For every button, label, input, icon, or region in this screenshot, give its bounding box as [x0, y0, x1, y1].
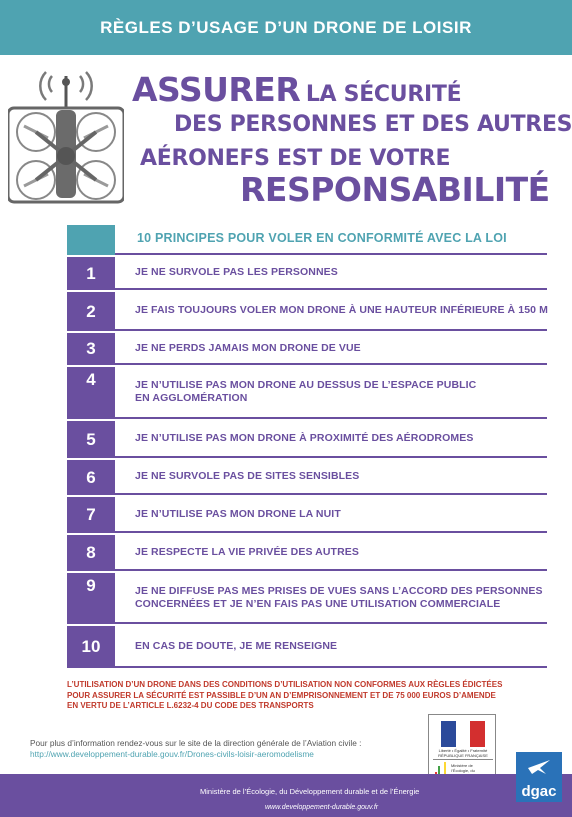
rule-row: [67, 257, 547, 290]
rule-text-line: EN CAS DE DOUTE, JE ME RENSEIGNE: [135, 640, 338, 652]
rule-row: [67, 535, 547, 571]
rule-text-line: JE N’UTILISE PAS MON DRONE À PROXIMITÉ DES AÉRODROMES: [135, 432, 474, 444]
rule-text: [135, 304, 548, 317]
rule-text: [135, 546, 359, 559]
rule-row: [67, 333, 547, 365]
rule-text: [135, 640, 337, 653]
rule-number: 1: [67, 257, 115, 288]
headline-word-assurer: ASSURER: [132, 70, 301, 109]
rule-number: 2: [67, 292, 115, 329]
more-info-text: Pour plus d’information rendez-vous sur le site de la direction générale de l’Aviation civile :: [30, 738, 362, 748]
rule-number: 6: [67, 460, 115, 493]
warning-line: L’UTILISATION D’UN DRONE DANS DES CONDITIONS D’UTILISATION NON CONFORMES AUX RÈGLES ÉDICTÉES: [67, 680, 503, 689]
ministry-logo-text: Ministère de l’Écologie, du: [451, 763, 475, 773]
banner-title: RÈGLES D’USAGE D’UN DRONE DE LOISIR: [100, 18, 472, 37]
rule-number: 4: [67, 367, 115, 417]
warning-line: POUR ASSURER LA SÉCURITÉ EST PASSIBLE D’UN AN D’EMPRISONNEMENT ET DE 75 000 EUROS D’AMENDE: [67, 690, 496, 700]
page-banner: [0, 0, 572, 55]
rule-number: 8: [67, 535, 115, 569]
rule-number: 9: [67, 573, 115, 622]
drone-icon: [8, 68, 124, 208]
rule-text: [135, 379, 476, 405]
principles-title: 10 PRINCIPES POUR VOLER EN CONFORMITÉ AVEC LA LOI: [137, 231, 507, 245]
footer-bar: [0, 774, 572, 817]
republique-label: Liberté • Égalité • Fraternité RÉPUBLIQUE FRANÇAISE: [438, 748, 488, 758]
more-info-link[interactable]: http://www.developpement-durable.gouv.fr/Drones-civils-loisir-aeromodelisme: [30, 749, 314, 759]
rule-text: [135, 266, 338, 279]
rule-text-line: JE N’UTILISE PAS MON DRONE AU DESSUS DE L’ESPACE PUBLIC: [135, 379, 477, 391]
rule-row: [67, 292, 547, 331]
rule-row: [67, 573, 547, 624]
rule-row: [67, 367, 547, 419]
rule-text-line: JE NE DIFFUSE PAS MES PRISES DE VUES SANS L’ACCORD DES PERSONNES: [135, 585, 543, 597]
footer-site-link[interactable]: www.developpement-durable.gouv.fr: [265, 804, 379, 811]
legal-warning: [67, 680, 547, 712]
rule-row: [67, 626, 547, 668]
rule-row: [67, 460, 547, 495]
rule-row: [67, 421, 547, 458]
more-info: [30, 738, 420, 760]
rule-number: 10: [67, 626, 115, 666]
rule-text: [135, 585, 543, 611]
rule-text-line: CONCERNÉES ET JE N’EN FAIS PAS UNE UTILISATION COMMERCIALE: [135, 598, 501, 610]
plane-icon: [526, 756, 552, 776]
headline-line-2: DES PERSONNES ET DES AUTRES: [174, 112, 572, 137]
warning-line: EN VERTU DE L’ARTICLE L.6232-4 DU CODE DES TRANSPORTS: [67, 701, 314, 710]
rule-number: 7: [67, 497, 115, 531]
headline-line-4: RESPONSABILITÉ: [240, 170, 550, 209]
headline-line-3: AÉRONEFS EST DE VOTRE: [140, 146, 451, 171]
headline-line-1: [132, 70, 461, 109]
rule-number: 3: [67, 333, 115, 363]
rule-text: [135, 470, 359, 483]
rule-text: [135, 342, 361, 355]
rule-text-line: JE NE PERDS JAMAIS MON DRONE DE VUE: [135, 342, 361, 354]
headline-line-1-rest: LA SÉCURITÉ: [305, 82, 462, 107]
rule-number: 5: [67, 421, 115, 456]
rule-text-line: JE NE SURVOLE PAS DE SITES SENSIBLES: [135, 470, 360, 482]
rule-row: [67, 497, 547, 533]
rule-text: [135, 508, 341, 521]
rule-text-line: JE NE SURVOLE PAS LES PERSONNES: [135, 266, 338, 278]
principles-header: [67, 225, 547, 255]
principles-header-marker: [67, 225, 115, 255]
marianne-flag-icon: [441, 721, 485, 747]
rule-text-line: JE FAIS TOUJOURS VOLER MON DRONE À UNE HAUTEUR INFÉRIEURE À 150 M: [135, 304, 548, 316]
rule-text: [135, 432, 473, 445]
dgac-label: dgac: [521, 783, 557, 800]
footer-ministry: Ministère de l’Écologie, du Développement durable et de l’Énergie: [200, 787, 420, 796]
rule-text-line: JE N’UTILISE PAS MON DRONE LA NUIT: [135, 508, 341, 520]
dgac-logo: [516, 752, 562, 802]
rule-text-line: JE RESPECTE LA VIE PRIVÉE DES AUTRES: [135, 546, 359, 558]
rule-text-line: EN AGGLOMÉRATION: [135, 392, 248, 404]
